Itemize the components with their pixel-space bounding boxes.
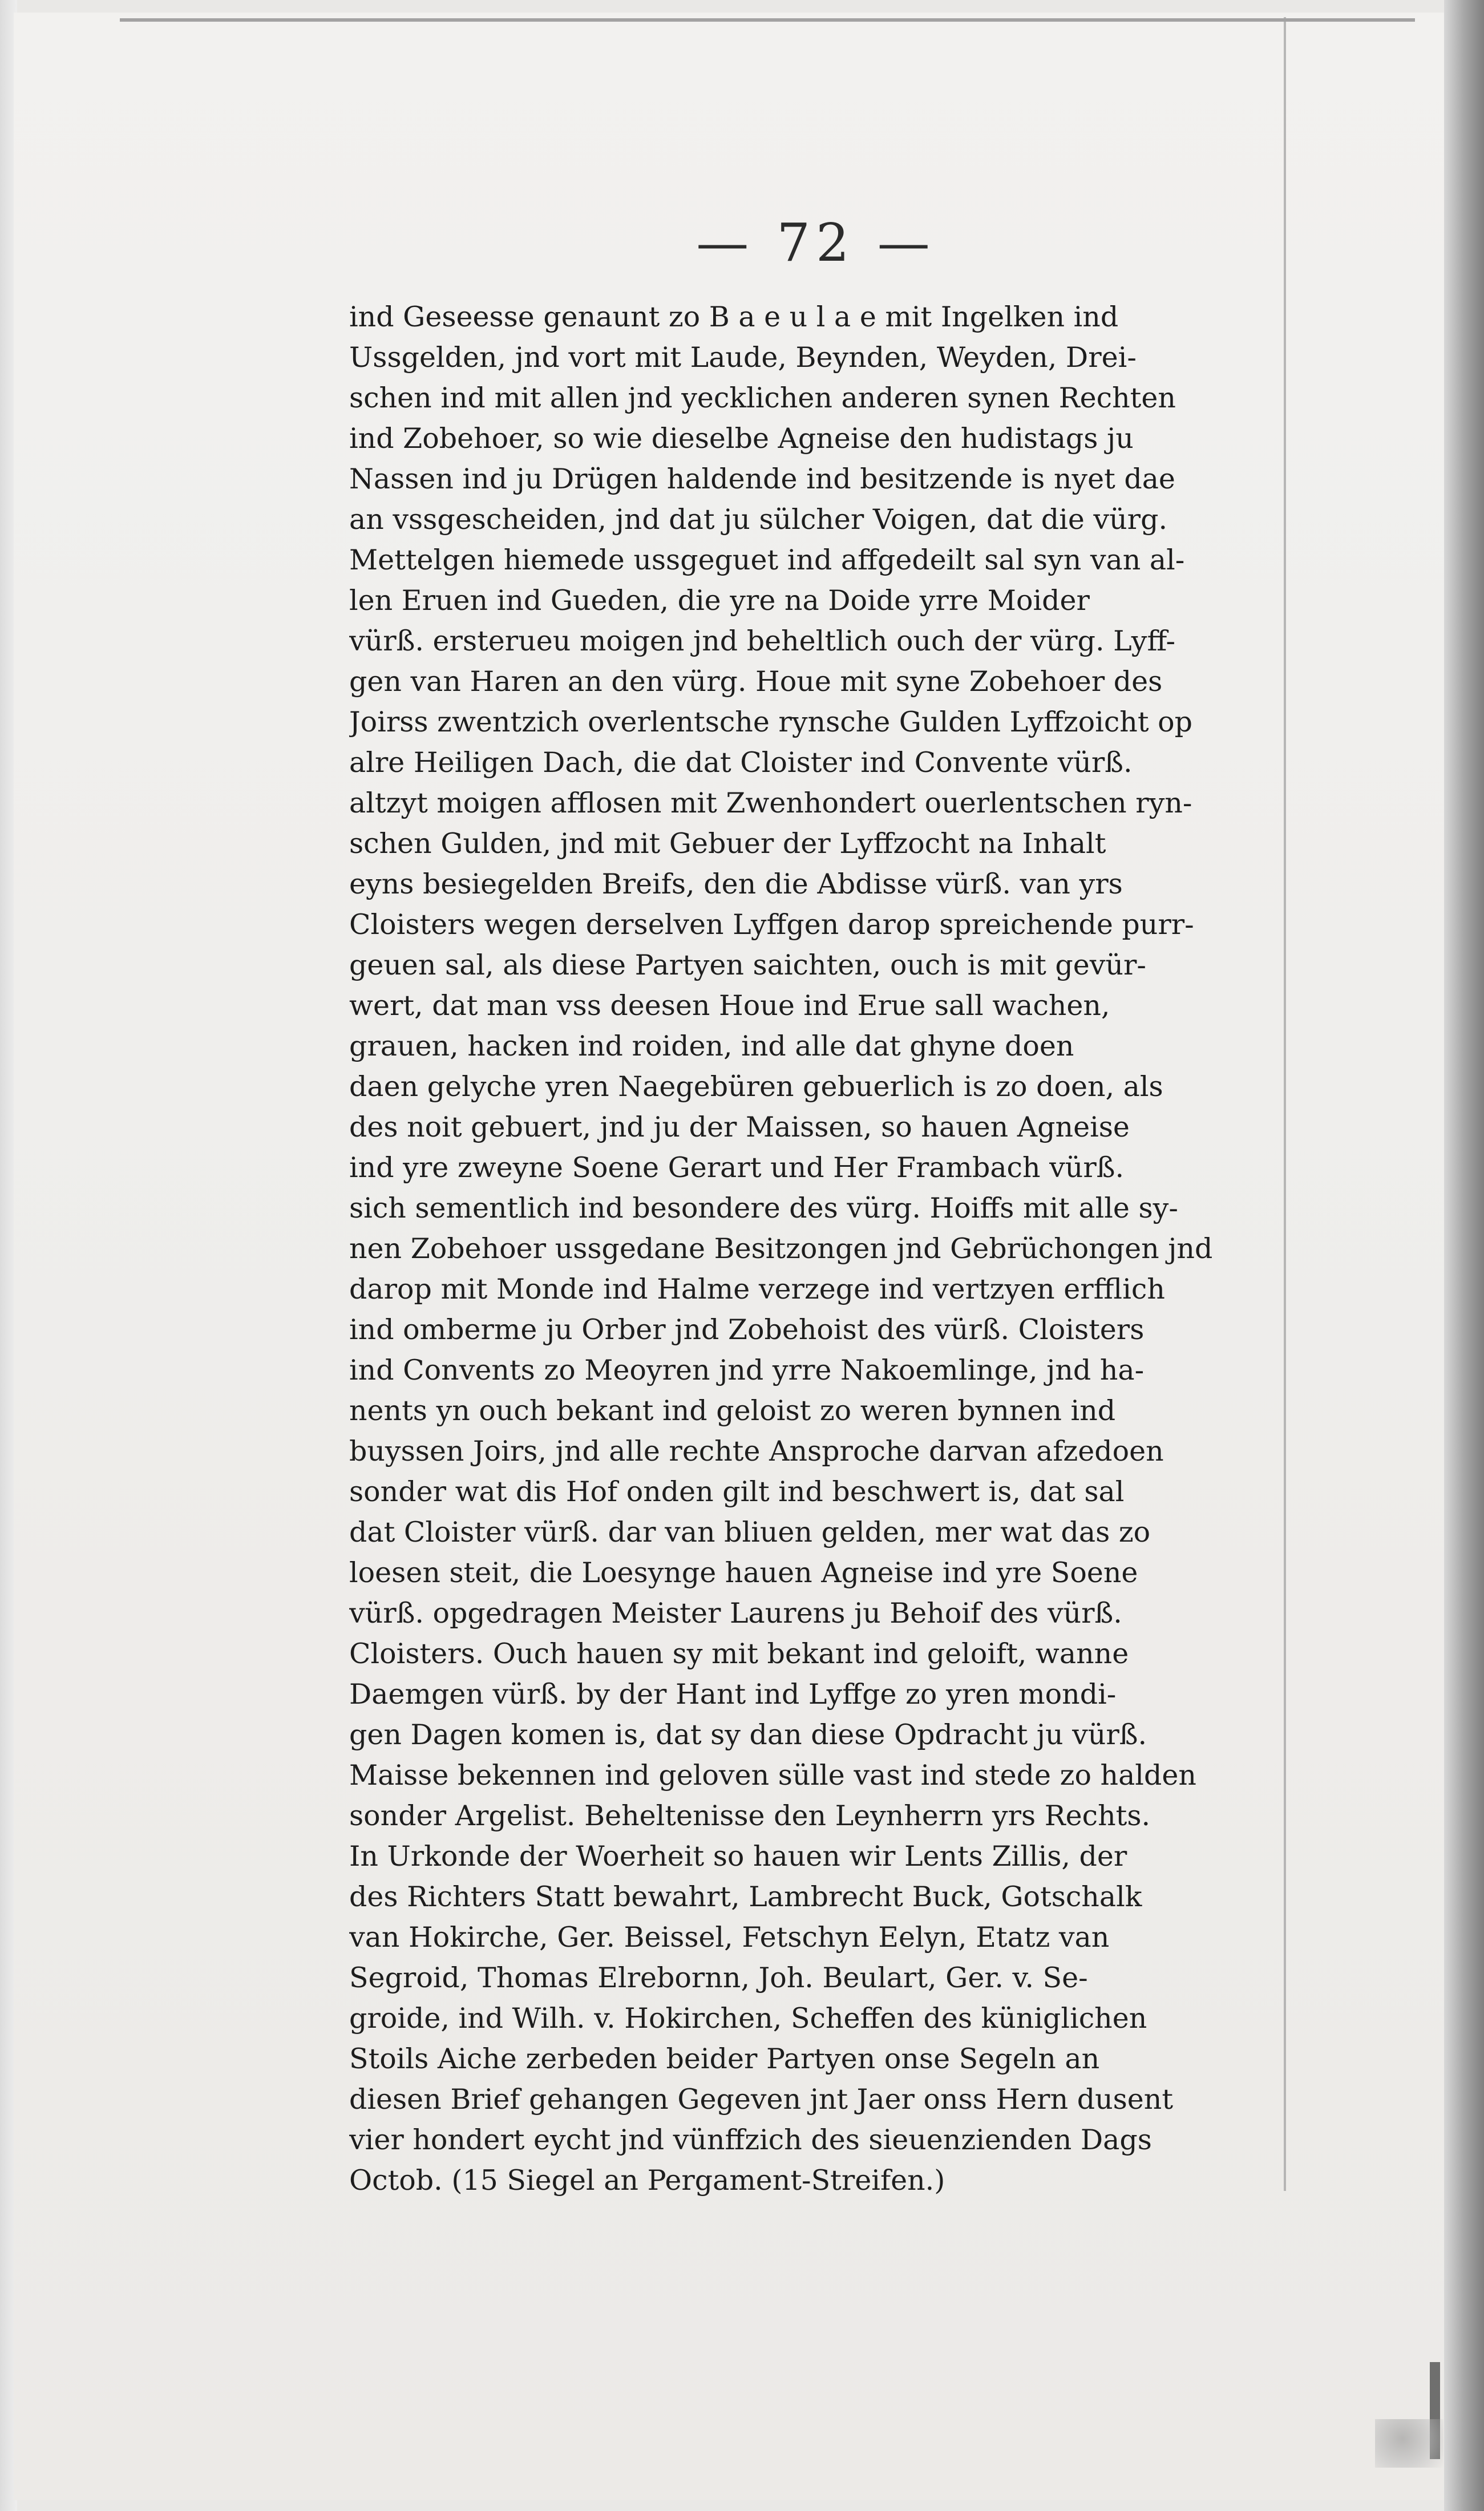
text-line: gen van Haren an den vürg. Houe mit syne Zobehoer des <box>349 665 1163 698</box>
text-line: ind Zobehoer, so wie dieselbe Agneise den hudistags ju <box>349 422 1134 455</box>
bottom-smudge <box>1375 2419 1443 2468</box>
text-line: Maisse bekennen ind geloven sülle vast ind stede zo halden <box>349 1759 1196 1792</box>
text-line: Joirss zwentzich overlentsche rynsche Gulden Lyffzoicht op <box>349 706 1192 738</box>
text-line: altzyt moigen afflosen mit Zwenhondert ouerlentschen ryn- <box>349 787 1192 819</box>
text-line: nents yn ouch bekant ind geloist zo weren bynnen ind <box>349 1394 1116 1427</box>
text-line: In Urkonde der Woerheit so hauen wir Lents Zillis, der <box>349 1840 1127 1873</box>
text-line: ind Convents zo Meoyren jnd yrre Nakoemlinge, jnd ha- <box>349 1354 1145 1386</box>
text-line: alre Heiligen Dach, die dat Cloister ind Convente vürß. <box>349 746 1133 779</box>
text-line: sonder Argelist. Beheltenisse den Leynherrn yrs Rechts. <box>349 1800 1151 1832</box>
text-line: loesen steit, die Loesynge hauen Agneise ind yre Soene <box>349 1556 1138 1589</box>
text-line: nen Zobehoer ussgedane Besitzongen jnd Gebrüchongen jnd <box>349 1232 1213 1265</box>
right-page-shadow <box>1444 0 1484 2511</box>
text-line: groide, ind Wilh. v. Hokirchen, Scheffen des küniglichen <box>349 2002 1147 2035</box>
text-line: daen gelyche yren Naegebüren gebuerlich is zo doen, als <box>349 1070 1163 1103</box>
page-number: — 72 — <box>696 212 936 273</box>
text-line: Daemgen vürß. by der Hant ind Lyffge zo yren mondi- <box>349 1678 1117 1711</box>
text-line: des noit gebuert, jnd ju der Maissen, so hauen Agneise <box>349 1111 1130 1143</box>
text-line: vürß. opgedragen Meister Laurens ju Behoif des vürß. <box>349 1597 1122 1629</box>
text-line: eyns besiegelden Breifs, den die Abdisse vürß. van yrs <box>349 868 1123 900</box>
text-line: len Eruen ind Gueden, die yre na Doide yrre Moider <box>349 584 1090 617</box>
text-line: an vssgescheiden, jnd dat ju sülcher Voigen, dat die vürg. <box>349 503 1168 536</box>
text-line: geuen sal, als diese Partyen saichten, ouch is mit gevür- <box>349 949 1146 981</box>
text-line: ind omberme ju Orber jnd Zobehoist des vürß. Cloisters <box>349 1313 1145 1346</box>
text-line: Ussgelden, jnd vort mit Laude, Beynden, Weyden, Drei- <box>349 341 1137 374</box>
text-line: Cloisters wegen derselven Lyffgen darop spreichende purr- <box>349 908 1194 941</box>
text-line: sonder wat dis Hof onden gilt ind beschwert is, dat sal <box>349 1475 1125 1508</box>
text-line: sich sementlich ind besondere des vürg. Hoiffs mit alle sy- <box>349 1192 1178 1224</box>
text-line: gen Dagen komen is, dat sy dan diese Opdracht ju vürß. <box>349 1719 1147 1751</box>
top-edge-line <box>120 18 1415 22</box>
text-line: Octob. (15 Siegel an Pergament-Streifen.) <box>349 2164 945 2197</box>
text-line: diesen Brief gehangen Gegeven jnt Jaer onss Hern dusent <box>349 2083 1174 2116</box>
document-text-block <box>349 297 1370 2201</box>
text-line: Segroid, Thomas Elrebornn, Joh. Beulart, Ger. v. Se- <box>349 1962 1088 1994</box>
text-line: Nassen ind ju Drügen haldende ind besitzende is nyet dae <box>349 463 1175 495</box>
text-line: schen ind mit allen jnd yecklichen anderen synen Rechten <box>349 382 1176 414</box>
text-line: ind yre zweyne Soene Gerart und Her Frambach vürß. <box>349 1151 1125 1184</box>
text-line: Cloisters. Ouch hauen sy mit bekant ind geloift, wanne <box>349 1637 1129 1670</box>
text-line: wert, dat man vss deesen Houe ind Erue sall wachen, <box>349 989 1110 1022</box>
text-line: dat Cloister vürß. dar van bliuen gelden, mer wat das zo <box>349 1516 1151 1548</box>
text-line: des Richters Statt bewahrt, Lambrecht Buck, Gotschalk <box>349 1881 1142 1913</box>
text-line: ind Geseesse genaunt zo B a e u l a e mit Ingelken ind <box>349 301 1119 333</box>
text-line: darop mit Monde ind Halme verzege ind vertzyen erfflich <box>349 1273 1165 1305</box>
text-line: vürß. ersterueu moigen jnd beheltlich ouch der vürg. Lyff- <box>349 625 1176 657</box>
text-line: Stoils Aiche zerbeden beider Partyen onse Segeln an <box>349 2043 1100 2075</box>
text-line: grauen, hacken ind roiden, ind alle dat ghyne doen <box>349 1030 1074 1062</box>
text-line: vier hondert eycht jnd vünffzich des sieuenzienden Dags <box>349 2124 1152 2156</box>
text-line: Mettelgen hiemede ussgeguet ind affgedeilt sal syn van al- <box>349 544 1185 576</box>
text-line: buyssen Joirs, jnd alle rechte Ansproche darvan afzedoen <box>349 1435 1164 1467</box>
text-line: van Hokirche, Ger. Beissel, Fetschyn Eelyn, Etatz van <box>349 1921 1110 1954</box>
text-line: schen Gulden, jnd mit Gebuer der Lyffzocht na Inhalt <box>349 827 1106 860</box>
